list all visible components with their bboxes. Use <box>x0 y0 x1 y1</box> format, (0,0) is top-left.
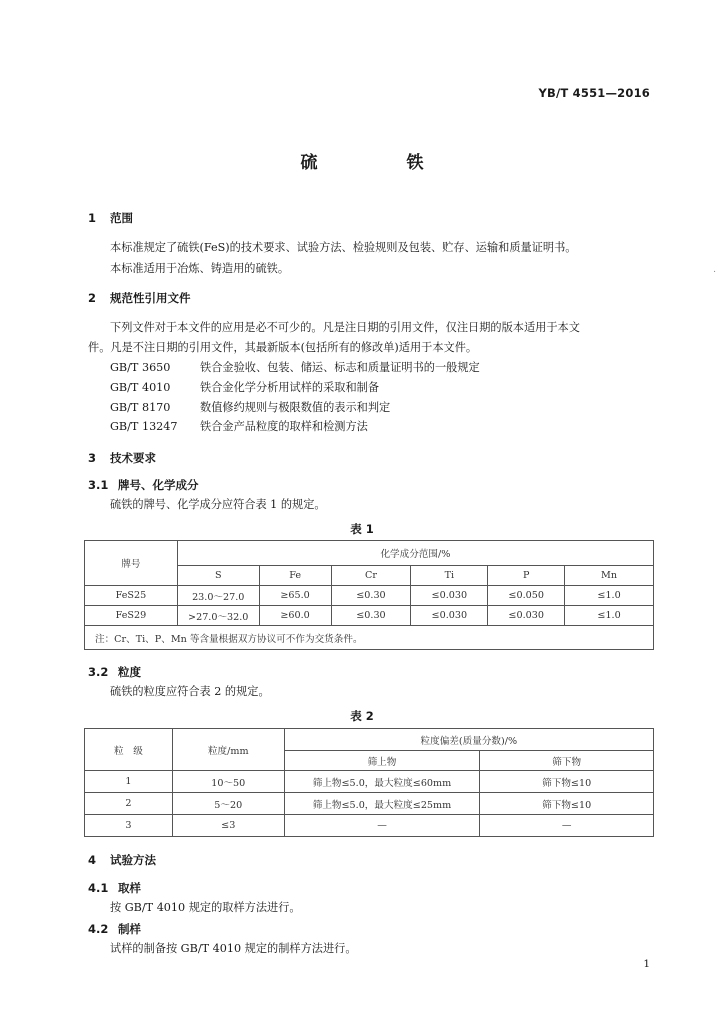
section-title: 范围 <box>110 211 133 225</box>
subsection-3-2-text: 硫铁的粒度应符合表 2 的规定。 <box>110 685 270 698</box>
reference-title: 数值修约规则与极限数值的表示和判定 <box>200 401 391 414</box>
reference-item <box>110 378 379 398</box>
subsection-3-2-heading <box>88 664 141 680</box>
reference-code: GB/T 13247 <box>110 420 178 433</box>
page-number: 1 <box>643 958 650 970</box>
table-1-column-header: Ti <box>411 566 488 586</box>
subsection-4-2-text: 试样的制备按 GB/T 4010 规定的制样方法进行。 <box>110 942 357 955</box>
table-row <box>85 815 654 837</box>
table-cell: 23.0～27.0 <box>177 586 259 606</box>
scope-paragraph-1: 本标准规定了硫铁(FeS)的技术要求、试验方法、检验规则及包装、贮存、运输和质量证明书。 <box>110 241 577 254</box>
table-2-deviation-header: 粒度偏差(质量分数)/% <box>284 729 653 751</box>
section-number: 1 <box>88 211 97 225</box>
table-row <box>85 793 654 815</box>
subsection-title: 牌号、化学成分 <box>118 478 199 492</box>
table-cell: ≥60.0 <box>259 606 331 626</box>
table-cell: 10～50 <box>172 771 284 793</box>
reference-title: 铁合金验收、包装、储运、标志和质量证明书的一般规定 <box>200 361 480 374</box>
reference-item <box>110 417 368 437</box>
normative-intro-line-2: 件。凡是不注日期的引用文件，其最新版本(包括所有的修改单)适用于本文件。 <box>88 341 478 354</box>
table-cell: 筛上物≤5.0，最大粒度≤60mm <box>284 771 480 793</box>
table-1-group-header: 化学成分范围/% <box>177 541 653 566</box>
table-2-caption: 表 2 <box>350 709 374 723</box>
table-cell: ≤1.0 <box>565 606 654 626</box>
table-cell: 筛上物≤5.0，最大粒度≤25mm <box>284 793 480 815</box>
subsection-number: 3.1 <box>88 478 109 492</box>
subsection-number: 3.2 <box>88 665 109 679</box>
table-cell: 2 <box>85 793 173 815</box>
subsection-4-1-text: 按 GB/T 4010 规定的取样方法进行。 <box>110 901 301 914</box>
subsection-3-1-heading <box>88 477 199 493</box>
table-1-column-header: S <box>177 566 259 586</box>
table-cell: ≤0.30 <box>331 606 411 626</box>
standard-code: YB/T 4551—2016 <box>538 86 650 100</box>
table-2-size-header: 粒度/mm <box>172 729 284 771</box>
table-2-over-header: 筛上物 <box>284 751 480 771</box>
table-cell: FeS25 <box>85 586 178 606</box>
section-2-heading <box>88 290 191 306</box>
table-2 <box>84 728 654 837</box>
table-cell: ≤0.30 <box>331 586 411 606</box>
subsection-title: 取样 <box>118 881 141 895</box>
table-1-column-header: Fe <box>259 566 331 586</box>
table-cell: 筛下物≤10 <box>480 793 654 815</box>
scope-paragraph-2: 本标准适用于冶炼、铸造用的硫铁。 <box>110 262 290 275</box>
reference-title: 铁合金产品粒度的取样和检测方法 <box>200 420 368 433</box>
table-1-column-header: Mn <box>565 566 654 586</box>
table-cell: ≥65.0 <box>259 586 331 606</box>
reference-code: GB/T 3650 <box>110 361 171 374</box>
edge-mark: . <box>713 265 716 275</box>
subsection-number: 4.1 <box>88 881 109 895</box>
reference-title: 铁合金化学分析用试样的采取和制备 <box>200 381 380 394</box>
table-cell: >27.0～32.0 <box>177 606 259 626</box>
subsection-title: 粒度 <box>118 665 141 679</box>
subsection-number: 4.2 <box>88 922 109 936</box>
table-cell: 1 <box>85 771 173 793</box>
reference-code: GB/T 4010 <box>110 381 171 394</box>
subsection-4-2-heading <box>88 921 141 937</box>
table-cell: FeS29 <box>85 606 178 626</box>
subsection-3-1-text: 硫铁的牌号、化学成分应符合表 1 的规定。 <box>110 498 326 511</box>
table-cell: 5～20 <box>172 793 284 815</box>
table-cell: — <box>480 815 654 837</box>
document-title: 硫 铁 <box>300 153 460 173</box>
table-cell: ≤0.030 <box>488 606 565 626</box>
section-title: 技术要求 <box>110 451 156 465</box>
reference-item <box>110 398 390 418</box>
section-3-heading <box>88 450 156 466</box>
table-cell: ≤0.050 <box>488 586 565 606</box>
table-cell: — <box>284 815 480 837</box>
subsection-4-1-heading <box>88 880 141 896</box>
section-1-heading <box>88 210 133 226</box>
table-1-column-header: Cr <box>331 566 411 586</box>
table-1-column-header: P <box>488 566 565 586</box>
table-1-caption: 表 1 <box>350 522 374 536</box>
table-1-grade-header: 牌号 <box>85 541 178 586</box>
section-title: 规范性引用文件 <box>110 291 191 305</box>
table-cell: ≤1.0 <box>565 586 654 606</box>
section-number: 4 <box>88 853 97 867</box>
table-cell: 3 <box>85 815 173 837</box>
reference-item <box>110 358 480 378</box>
table-row <box>85 606 654 626</box>
table-row <box>85 771 654 793</box>
reference-code: GB/T 8170 <box>110 401 171 414</box>
table-1-note: 注：Cr、Ti、P、Mn 等含量根据双方协议可不作为交货条件。 <box>85 626 654 650</box>
section-title: 试验方法 <box>110 853 156 867</box>
subsection-title: 制样 <box>118 922 141 936</box>
table-cell: ≤3 <box>172 815 284 837</box>
table-2-level-header: 粒 级 <box>85 729 173 771</box>
table-2-under-header: 筛下物 <box>480 751 654 771</box>
table-cell: ≤0.030 <box>411 606 488 626</box>
table-row <box>85 586 654 606</box>
section-4-heading <box>88 852 156 868</box>
table-1 <box>84 540 654 650</box>
section-number: 3 <box>88 451 97 465</box>
normative-intro-line-1: 下列文件对于本文件的应用是必不可少的。凡是注日期的引用文件，仅注日期的版本适用于本文 <box>110 321 580 334</box>
table-cell: ≤0.030 <box>411 586 488 606</box>
table-cell: 筛下物≤10 <box>480 771 654 793</box>
section-number: 2 <box>88 291 97 305</box>
